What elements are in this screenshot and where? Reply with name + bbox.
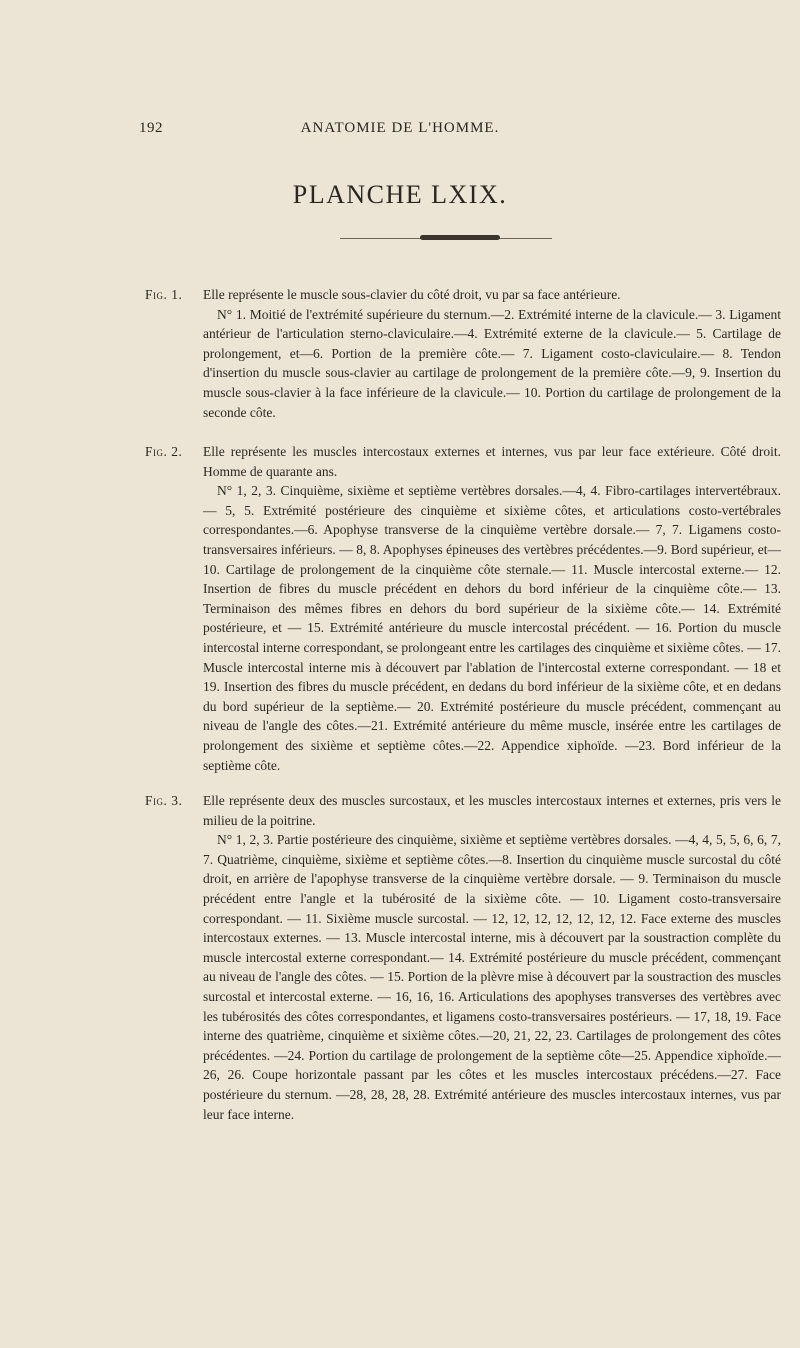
- running-title: ANATOMIE DE L'HOMME.: [300, 120, 500, 136]
- figure-legend: N° 1, 2, 3. Cinquième, sixième et septième vertèbres dorsales.—4, 4. Fibro-cartilages intervertébraux. — 5, 5. Extrémité postérieure des cinquième et sixième côtes, et articulations costo-vertébrales correspondantes.—6. Apophyse transverse de la cinquième vertèbre dorsale.— 7, 7. Ligamens costo-transversaires inférieurs. — 8, 8. Apophyses épineuses des vertèbres précédentes.—9. Bord supérieur, et— 10. Cartilage de prolongement de la cinquième côte sternale.— 11. Muscle intercostal externe.— 12. Insertion de fibres du muscle précédent en dehors du bord inférieur de la cinquième côte.— 13. Terminaison des mêmes fibres en dehors du bord supérieur de la sixième côte.— 14. Extrémité postérieure, et — 15. Extrémité antérieure du muscle intercostal précédent. — 16. Portion du muscle intercostal interne correspondant, se prolongeant entre les cartilages des cinquième et sixième côtes. — 17. Muscle intercostal interne mis à découvert par l'ablation de l'intercostal externe correspondant. — 18 et 19. Insertion des fibres du muscle précédent, en dedans du bord inférieur de la sixième côte, et en dedans du bord supérieur de la septième.— 20. Extrémité postérieure du muscle précédent, commençant au niveau de l'angle des côtes.—21. Extrémité antérieure du même muscle, insérée entre les cartilages de prolongement des sixième et septième côtes.—22. Appendice xiphoïde. —23. Bord inférieur de la septième côte.: [203, 483, 781, 773]
- figure-3-caption: [145, 791, 785, 1124]
- figure-intro: Elle représente le muscle sous-clavier du côté droit, vu par sa face antérieure.: [203, 287, 621, 302]
- figure-legend: N° 1, 2, 3. Partie postérieure des cinquième, sixième et septième vertèbres dorsales. —4, 4, 5, 5, 6, 6, 7, 7. Quatrième, cinquième, sixième et septième côtes.—8. Insertion du cinquième muscle surcostal du côté droit, en arrière de l'apophyse transverse de la cinquième vertèbre dorsale. — 9. Terminaison du muscle précédent entre l'angle et la tubérosité de la sixième côte. — 10. Ligament costo-transversaire correspondant. — 11. Sixième muscle surcostal. — 12, 12, 12, 12, 12, 12, 12. Face externe des muscles intercostaux externes. — 13. Muscle intercostal interne, mis à découvert par la soustraction complète du muscle intercostal externe correspondant.— 14. Extrémité postérieure du muscle précédent, commençant au niveau de l'angle des côtes. — 15. Portion de la plèvre mise à découvert par la soustraction des muscles surcostal et intercostal externe. — 16, 16, 16. Articulations des apophyses transverses des vertèbres avec les tubérosités des côtes correspondantes, et ligamens costo-transversaires postérieurs. — 17, 18, 19. Face interne des quatrième, cinquième et sixième côtes.—20, 21, 22, 23. Cartilages de prolongement des côtes précédentes. —24. Portion du cartilage de prolongement de la septième côte—25. Appendice xiphoïde.—26, 26. Coupe horizontale passant par les côtes et les muscles intercostaux précédens.—27. Face postérieure du sternum. —28, 28, 28, 28. Extrémité antérieure des muscles intercostaux internes, vus par leur face interne.: [203, 832, 781, 1122]
- figure-intro: Elle représente les muscles intercostaux externes et internes, vus par leur face extérieure. Côté droit. Homme de quarante ans.: [203, 444, 781, 479]
- figure-1-caption: [145, 285, 785, 422]
- page-number: 192: [139, 120, 163, 136]
- figure-label: Fig. 3.: [145, 793, 183, 808]
- figure-label: Fig. 1.: [145, 287, 183, 302]
- figure-legend: N° 1. Moitié de l'extrémité supérieure du sternum.—2. Extrémité interne de la clavicule.— 3. Ligament antérieur de l'articulation sterno-claviculaire.—4. Extrémité externe de la clavicule.— 5. Cartilage de prolongement, et—6. Portion de la première côte.— 7. Ligament costo-claviculaire.— 8. Tendon d'insertion du muscle sous-clavier au cartilage de prolongement de la première côte.—9, 9. Insertion du muscle sous-clavier à la face inférieure de la clavicule.— 10. Portion du cartilage de prolongement de la seconde côte.: [203, 306, 781, 420]
- figure-label: Fig. 2.: [145, 444, 183, 459]
- figure-2-caption: [145, 442, 785, 775]
- figure-intro: Elle représente deux des muscles surcostaux, et les muscles intercostaux internes et externes, pris vers le milieu de la poitrine.: [203, 793, 781, 828]
- running-head: [0, 120, 800, 140]
- ornamental-rule-center: [420, 235, 500, 240]
- plate-title: PLANCHE LXIX.: [292, 180, 508, 209]
